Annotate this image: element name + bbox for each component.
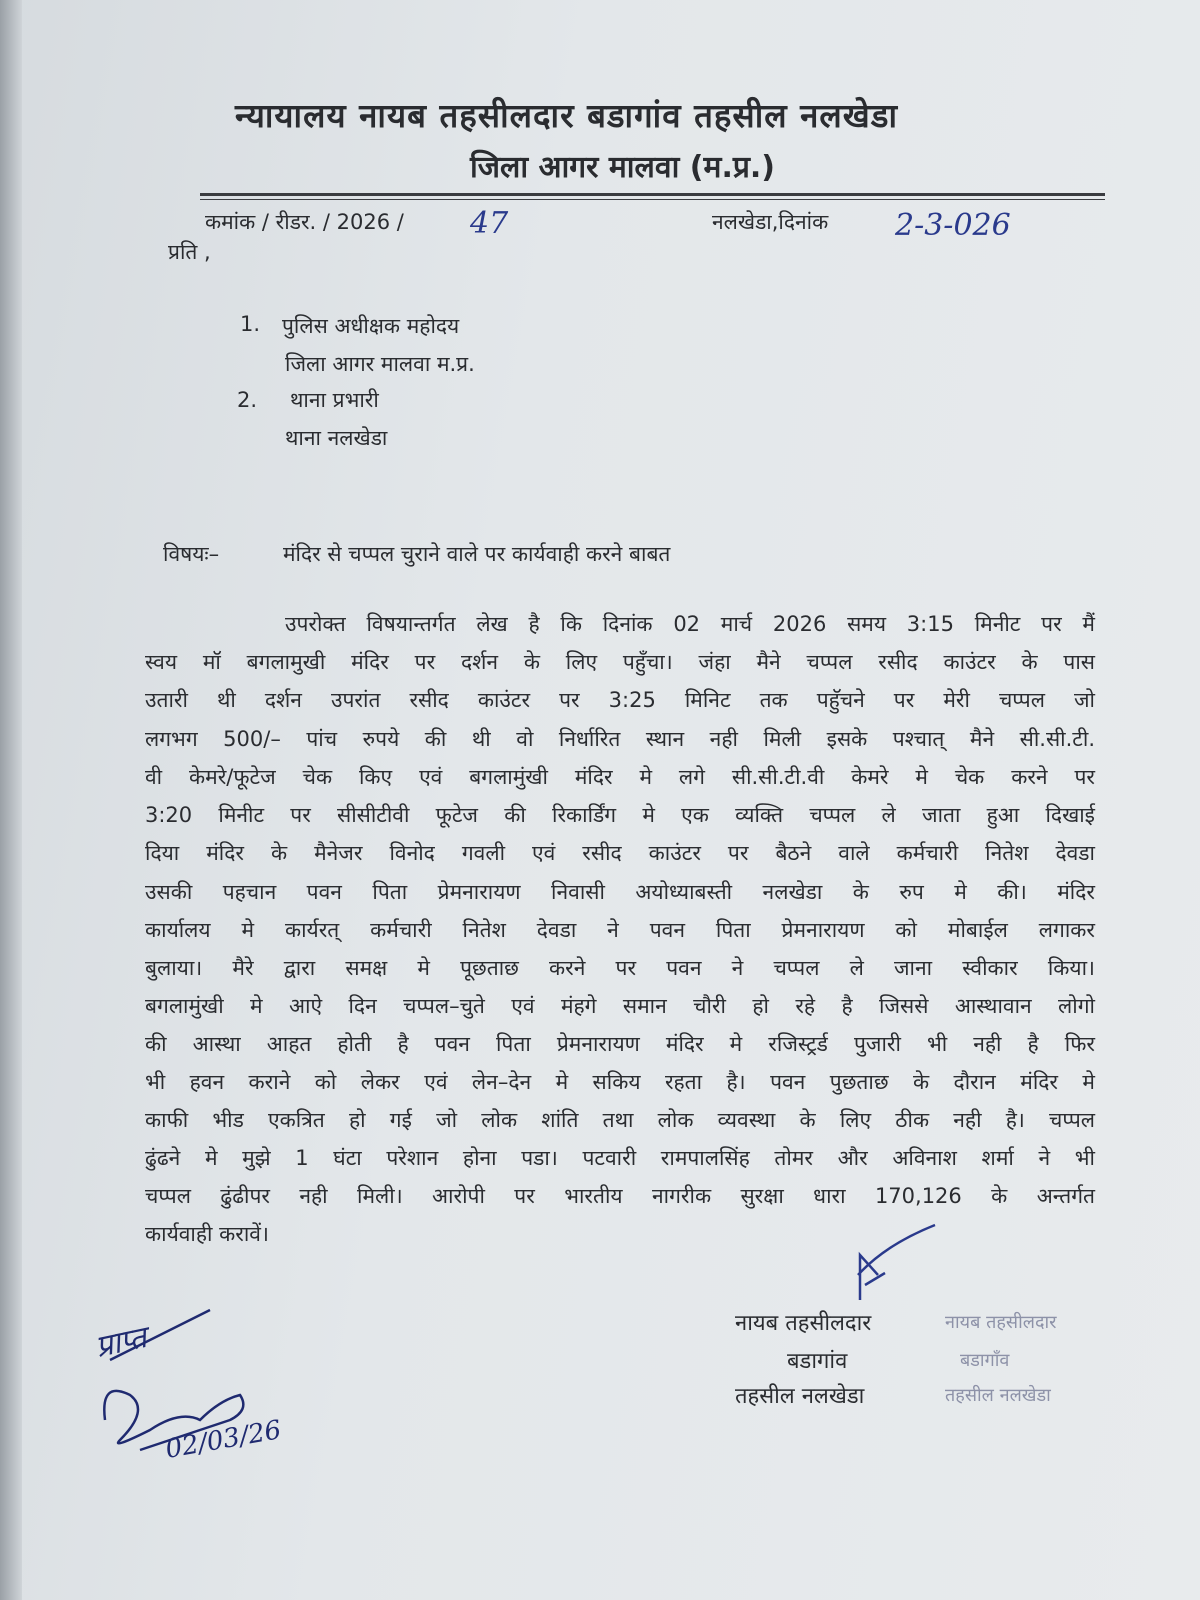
body-line: कार्यवाही करावें।: [145, 1222, 269, 1246]
recipient-2-title: थाना प्रभारी: [290, 388, 379, 412]
body-line: स्वय मॉ बगलामुखी मंदिर पर दर्शन के लिए पहुँचा। जंहा मैने चप्पल रसीद काउंटर के पास: [145, 650, 1095, 674]
body-line: बुलाया। मैरे द्वारा समक्ष मे पूछताछ करने पर पवन ने चप्पल ले जाना स्वीकार किया।: [145, 956, 1095, 980]
signatory-tehsil: तहसील नलखेडा: [735, 1384, 865, 1409]
district-subtitle: जिला आगर मालवा (म.प्र.): [470, 150, 776, 185]
body-line: उसकी पहचान पवन पिता प्रेमनारायण निवासी अयोध्याबस्ती नलखेडा के रुप मे की। मंदिर: [145, 880, 1095, 904]
recipient-2-number: 2.: [237, 388, 258, 412]
body-line: दिया मंदिर के मैनेजर विनोद गवली एवं रसीद काउंटर पर बैठने वाले कर्मचारी नितेश देवडा: [145, 841, 1095, 865]
body-line: भी हवन कराने को लेकर एवं लेन–देन मे सकिय रहता है। पवन पुछताछ के दौरान मंदिर मे: [145, 1070, 1095, 1094]
subject-text: मंदिर से चप्पल चुराने वाले पर कार्यवाही करने बाबत: [283, 542, 671, 566]
reference-number: 47: [470, 206, 509, 241]
place-date-label: नलखेडा,दिनांक: [712, 210, 829, 234]
signatory-office: बडागांव: [787, 1349, 848, 1374]
body-line: ढुंढने मे मुझे 1 घंटा परेशान होना पडा। पटवारी रामपालसिंह तोमर और अविनाश शर्मा ने भी: [145, 1146, 1095, 1170]
recipient-1-number: 1.: [240, 312, 261, 336]
court-title: न्यायालय नायब तहसीलदार बडागांव तहसील नलखेडा: [235, 96, 899, 135]
body-line: वी केमरे/फूटेज चेक किए एवं बगलामुंखी मंदिर मे लगे सी.सी.टी.वी केमरे मे चेक करने पर: [145, 765, 1095, 789]
recipient-1-title: पुलिस अधीक्षक महोदय: [282, 314, 460, 338]
received-note: प्राप्त: [92, 1320, 150, 1365]
body-line: 3:20 मिनीट पर सीसीटीवी फूटेज की रिकार्डिंग मे एक व्यक्ति चप्पल ले जाता हुआ दिखाई: [145, 803, 1095, 827]
body-line: लगभग 500/– पांच रुपये की थी वो निर्धारित स्थान नही मिली इसके पश्चात् मैने सी.सी.टी.: [145, 727, 1095, 751]
letter-date: 2-3-026: [895, 208, 1011, 243]
subject-label: विषयः–: [163, 542, 220, 566]
body-line: की आस्था आहत होती है पवन पिता प्रेमनारायण मंदिर मे रजिस्ट्रर्ड पुजारी भी नही है फिर: [145, 1032, 1095, 1056]
recipient-1-location: जिला आगर मालवा म.प्र.: [285, 352, 475, 376]
seal-stamp-line-2: बडागाँव: [960, 1350, 1010, 1371]
header-rule: [200, 193, 1105, 196]
recipient-2-location: थाना नलखेडा: [285, 426, 388, 450]
reference-label: कमांक / रीडर. / 2026 /: [205, 210, 404, 234]
header-rule-thin: [200, 199, 1105, 200]
body-line: उपरोक्त विषयान्तर्गत लेख है कि दिनांक 02 मार्च 2026 समय 3:15 मिनीट पर मैं: [285, 612, 1095, 636]
body-line: काफी भीड एकत्रित हो गई जो लोक शांति तथा लोक व्यवस्था के लिए ठीक नही है। चप्पल: [145, 1108, 1095, 1132]
seal-stamp-line-3: तहसील नलखेडा: [945, 1385, 1051, 1406]
body-line: बगलामुंखी मे आऐ दिन चप्पल–चुते एवं मंहगे समान चौरी हो रहे है जिससे आस्थावान लोगो: [145, 994, 1095, 1018]
body-line: उतारी थी दर्शन उपरांत रसीद काउंटर पर 3:25 मिनिट तक पहुॅचने पर मेरी चप्पल जो: [145, 688, 1095, 712]
officer-signature: [840, 1215, 950, 1305]
body-line: चप्पल ढुंढीपर नही मिली। आरोपी पर भारतीय नागरीक सुरक्षा धारा 170,126 के अन्तर्गत: [145, 1184, 1095, 1208]
to-label: प्रति ,: [168, 240, 211, 264]
body-line: कार्यालय मे कार्यरत् कर्मचारी नितेश देवडा ने पवन पिता प्रेमनारायण को मोबाईल लगाकर: [145, 918, 1095, 942]
page-edge-shadow: [0, 0, 22, 1600]
signatory-designation: नायब तहसीलदार: [735, 1311, 872, 1336]
received-date: 02/03/26: [163, 1415, 284, 1465]
seal-stamp-line-1: नायब तहसीलदार: [945, 1312, 1057, 1333]
